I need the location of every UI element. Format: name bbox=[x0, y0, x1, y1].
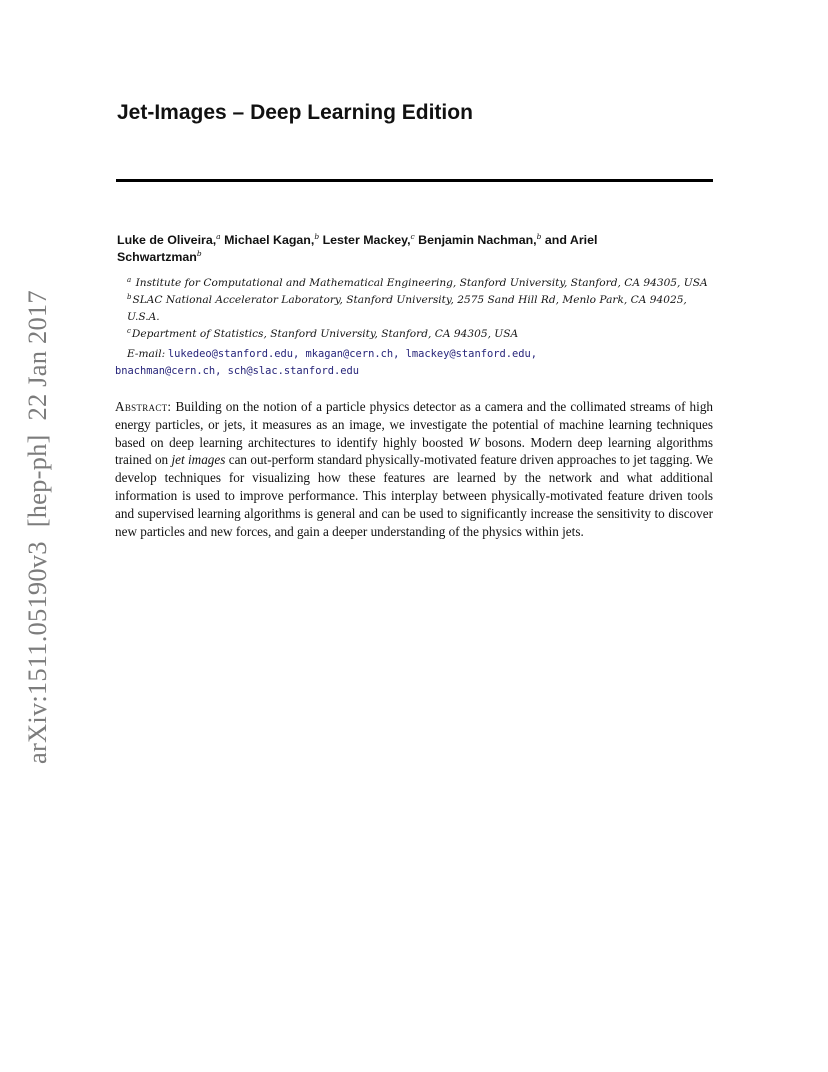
email-line-continuation bbox=[115, 363, 359, 380]
author-name: Benjamin Nachman, bbox=[418, 233, 537, 247]
email-line bbox=[127, 346, 537, 363]
affiliation-b bbox=[127, 292, 687, 309]
email-separator: , bbox=[393, 348, 406, 360]
email-link[interactable]: sch@slac.stanford.edu bbox=[227, 365, 359, 377]
affiliation-mark: b bbox=[196, 249, 202, 258]
affiliation-text: Department of Statistics, Stanford University, Stanford, CA 94305, USA bbox=[131, 328, 519, 340]
title-divider bbox=[116, 179, 713, 182]
abstract bbox=[115, 398, 713, 540]
affiliation-mark: b bbox=[127, 293, 132, 301]
affiliation-c bbox=[127, 326, 518, 343]
affiliation-text: SLAC National Accelerator Laboratory, Stanford University, 2575 Sand Hill Rd, Menlo Park, CA 94025, bbox=[132, 294, 687, 306]
author-name: Luke de Oliveira, bbox=[117, 233, 217, 247]
email-label: E-mail: bbox=[127, 348, 166, 360]
abstract-text: bosons. Modern deep learning algorithms trained on bbox=[115, 434, 713, 468]
affiliation-text: Institute for Computational and Mathematical Engineering, Stanford University, Stanford, CA 94305, USA bbox=[135, 277, 708, 289]
email-link[interactable]: lmackey@stanford.edu bbox=[405, 348, 531, 360]
abstract-emphasis: jet images bbox=[171, 452, 226, 468]
abstract-text: Building on the notion of a particle physics detector as a camera and the collimated streams of high energy particles, or jets, it measures as an image, we investigate the potential of machine learning techniques based on deep learning architectures to identify highly boosted bbox=[115, 399, 714, 450]
email-separator: , bbox=[215, 365, 228, 377]
arxiv-id: arXiv:1511.05190v3 bbox=[22, 541, 52, 764]
email-link[interactable]: lukedeo@stanford.edu bbox=[167, 348, 293, 360]
affiliation-a bbox=[127, 275, 708, 292]
author-name: and Ariel Schwartzman bbox=[117, 233, 598, 264]
paper-title: Jet-Images – Deep Learning Edition bbox=[117, 101, 473, 124]
affiliation-mark: b bbox=[536, 232, 542, 241]
email-separator: , bbox=[530, 348, 538, 360]
arxiv-date: 22 Jan 2017 bbox=[22, 290, 52, 421]
abstract-text: can out-perform standard physically-motivated feature driven approaches to jet tagging. We develop techniques for visualizing how these features are learned by the network and what additional information is used to improve performance. This interplay between physically-motivated feature driven tools and supervised learning algorithms is general and can be used to significantly increase the sensitivity to discover new particles and new forces, and gain a deeper understanding of the physics within jets. bbox=[115, 452, 713, 539]
email-link[interactable]: mkagan@cern.ch bbox=[305, 348, 394, 360]
affiliation-mark: a bbox=[127, 276, 132, 284]
arxiv-identifier-stamp bbox=[22, 290, 53, 764]
author-list bbox=[117, 232, 677, 266]
affiliation-mark: b bbox=[314, 232, 320, 241]
affiliation-b-continuation: U.S.A. bbox=[127, 311, 160, 323]
affiliation-mark: a bbox=[216, 232, 221, 241]
email-separator: , bbox=[293, 348, 306, 360]
author-name: Michael Kagan, bbox=[224, 233, 315, 247]
w-boson-symbol: W bbox=[468, 434, 480, 450]
affiliation-mark: c bbox=[127, 327, 131, 335]
abstract-label: Abstract: bbox=[115, 399, 172, 414]
arxiv-category: [hep-ph] bbox=[22, 434, 52, 528]
email-link[interactable]: bnachman@cern.ch bbox=[115, 365, 216, 377]
affiliation-mark: c bbox=[410, 232, 415, 241]
author-name: Lester Mackey, bbox=[322, 233, 411, 247]
